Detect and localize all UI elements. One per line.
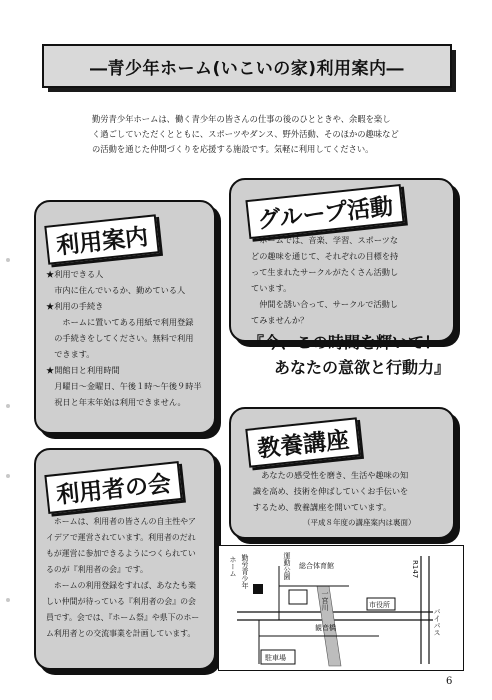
map-label-park: 運動公園	[283, 552, 291, 580]
intro-text	[92, 112, 402, 157]
group-line: ホームでは、音楽、学習、スポーツな	[251, 235, 399, 245]
usage-line: ホームに置いてある用紙で利用登録	[46, 317, 194, 327]
map-label-gym: 総合体育館	[299, 562, 334, 570]
usage-line: ★利用できる人	[46, 269, 104, 279]
education-line: するため、教養講座を開いています。	[253, 502, 392, 512]
association-line: 員です。会では、『ホーム祭』や県下のホー	[46, 613, 200, 622]
intro-line: の活動を通じた仲間づくりを応援する施設です。気軽に利用してください。	[92, 144, 374, 154]
map-label-bridge: 観音橋	[315, 624, 336, 632]
slogan-line: あなたの意欲と行動力』	[274, 358, 451, 377]
binding-hole	[6, 474, 10, 478]
usage-line: 月曜日～金曜日、午後１時～午後９時半	[46, 381, 202, 391]
page-number: 6	[446, 676, 453, 687]
binding-hole	[6, 258, 10, 262]
intro-line: く過ごしていただくとともに、スポーツやダンス、野外活動、そのほかの趣味など	[92, 129, 399, 139]
slogan-line: 『今、この時間を輝いて！	[248, 333, 441, 352]
usage-panel	[34, 200, 216, 434]
group-activity-body	[251, 232, 398, 328]
map-label-youth: 勤労青少年	[241, 554, 249, 589]
usage-line: ★開館日と利用時間	[46, 365, 120, 375]
education-line: 識を高め、技術を伸ばしていくお手伝いを	[253, 486, 409, 496]
group-line: 仲間を誘い合って、サークルで活動し	[251, 299, 398, 309]
map-label-cityhall: 市役所	[369, 601, 390, 609]
education-body	[253, 467, 416, 531]
access-map	[218, 545, 464, 671]
education-line: あなたの感受性を磨き、生活や趣味の知	[253, 470, 409, 480]
map-drawing	[219, 546, 463, 670]
slogan	[248, 330, 458, 380]
map-label-route-no: R147	[411, 560, 419, 579]
education-panel	[229, 407, 455, 539]
usage-heading: 利用案内	[44, 214, 159, 264]
education-heading: 教養講座	[245, 417, 360, 467]
education-line: （平成８年度の講座案内は裏面）	[303, 518, 416, 527]
user-association-panel	[34, 448, 216, 670]
group-line: てみませんか？	[251, 315, 309, 325]
association-line: イデアで運営されています。利用者のだれ	[46, 533, 196, 542]
usage-line: できます。	[46, 349, 95, 359]
binding-hole	[6, 404, 10, 408]
map-label-parking: 駐車場	[265, 654, 286, 662]
association-line: るのが『利用者の会』です。	[46, 565, 148, 574]
map-label-bypass: バイパス	[433, 608, 441, 636]
group-activity-heading: グループ活動	[245, 184, 404, 239]
map-label-river: 一宮川	[321, 590, 329, 611]
title-banner	[48, 50, 456, 92]
group-line: って生まれたサークルがたくさん活動し	[251, 267, 399, 277]
usage-line: 祝日と年末年始は利用できません。	[46, 397, 186, 407]
association-line: もが運営に参加できるようにつくられてい	[46, 549, 196, 558]
map-label-home: ホーム	[229, 556, 237, 577]
intro-line: 勤労青少年ホームは、働く青少年の皆さんの仕事の後のひとときや、余暇を楽し	[92, 114, 391, 124]
group-line: どの趣味を通じて、それぞれの目標を持	[251, 251, 399, 261]
usage-line: の手続きをしてください。無料で利用	[46, 333, 194, 343]
association-line: ホームは、利用者の皆さんの自主性やア	[46, 517, 196, 526]
usage-body	[46, 266, 202, 410]
page-title: ―青少年ホーム(いこいの家)利用案内―	[42, 44, 452, 88]
association-line: ム利用者との交流事業を計画しています。	[46, 629, 196, 638]
usage-line: ★利用の手続き	[46, 301, 104, 311]
binding-hole	[6, 598, 10, 602]
group-activity-panel	[229, 178, 455, 342]
user-association-body	[46, 514, 199, 642]
user-association-heading: 利用者の会	[44, 461, 182, 514]
usage-line: 市内に住んでいるか、勤めている人	[46, 285, 186, 295]
group-line: ています。	[251, 283, 292, 293]
association-line: しい仲間が待っている『利用者の会』の会	[46, 597, 196, 606]
association-line: ホームの利用登録をすれば、あなたも楽	[46, 581, 196, 590]
